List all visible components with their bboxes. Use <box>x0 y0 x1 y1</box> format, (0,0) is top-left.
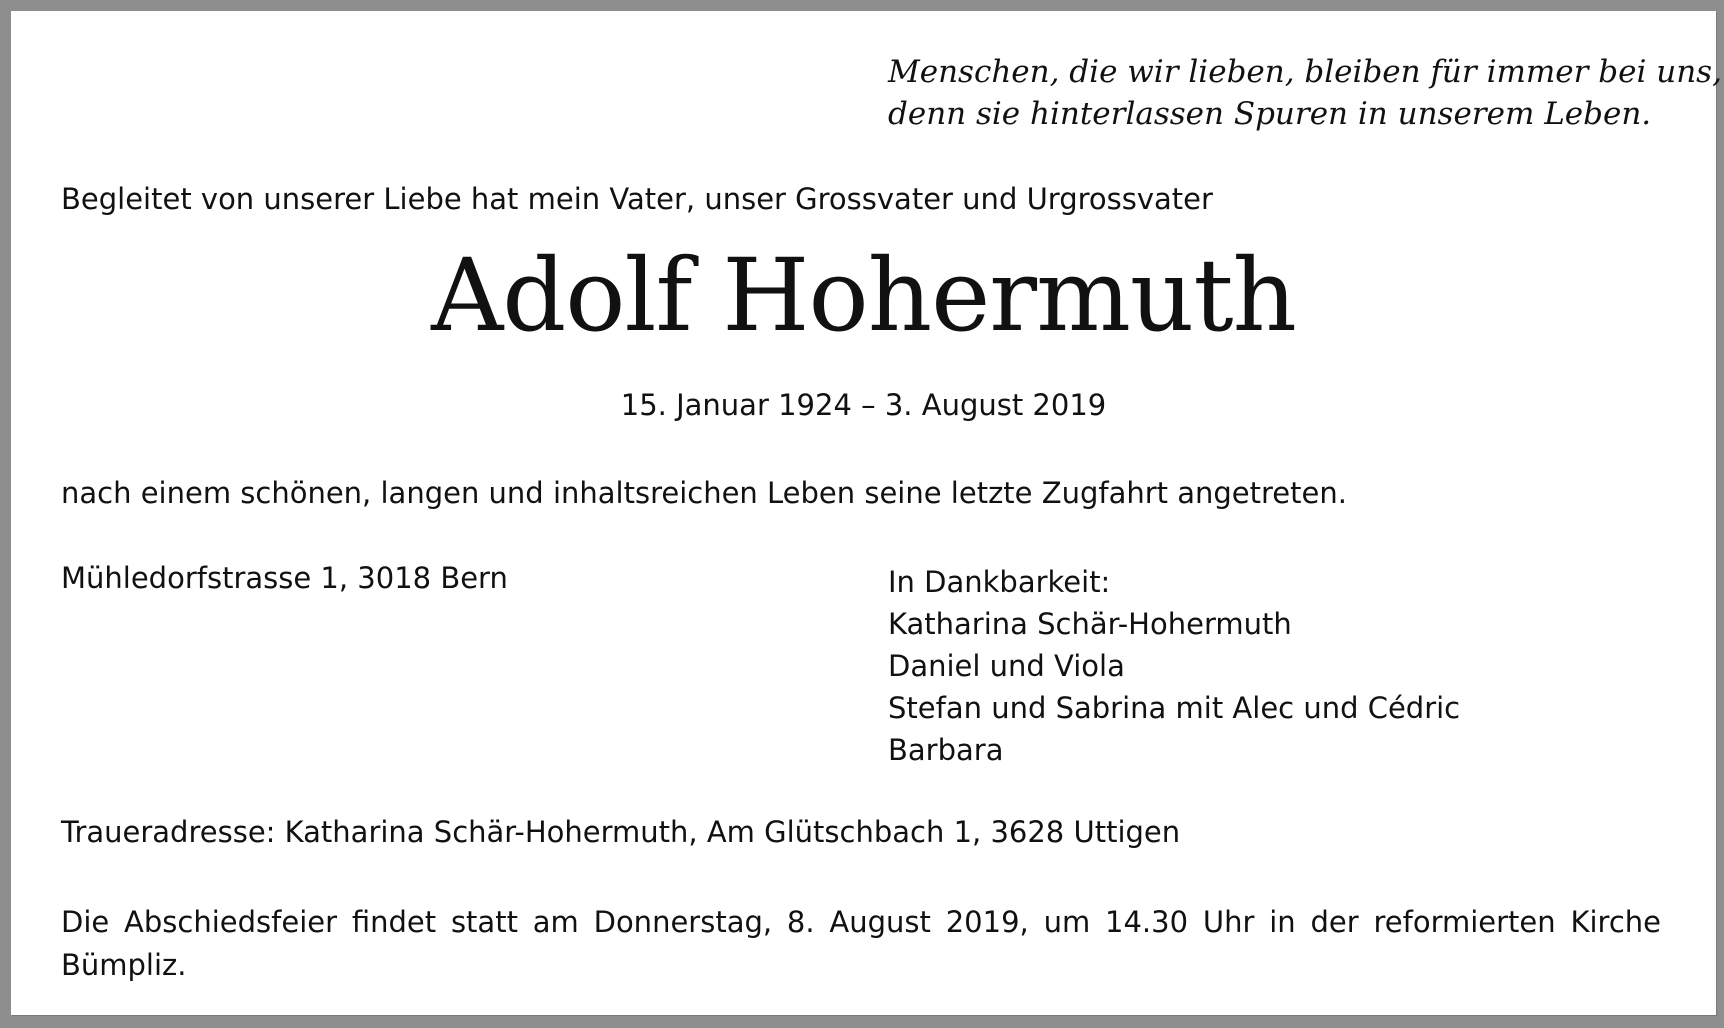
mourner-name: Katharina Schär-Hohermuth <box>888 607 1292 641</box>
mourner-name: Barbara <box>888 733 1004 767</box>
obituary-notice <box>11 11 1722 1015</box>
deceased-name: Adolf Hohermuth <box>431 237 1296 354</box>
quote-line: denn sie hinterlassen Spuren in unserem Leben. <box>888 96 1652 132</box>
closing-text: nach einem schönen, langen und inhaltsreichen Leben seine letzte Zugfahrt angetreten. <box>61 476 1347 510</box>
ceremony-info: Die Abschiedsfeier findet statt am Donnerstag, 8. August 2019, um 14.30 Uhr in der reformierten Kirche Bümpliz. <box>61 905 1661 982</box>
memorial-quote <box>888 51 1722 135</box>
life-dates: 15. Januar 1924 – 3. August 2019 <box>620 388 1107 422</box>
intro-text: Begleitet von unserer Liebe hat mein Vater, unser Grossvater und Urgrossvater <box>61 182 1213 216</box>
mourner-name: Stefan und Sabrina mit Alec und Cédric <box>888 691 1461 725</box>
home-address: Mühledorfstrasse 1, 3018 Bern <box>61 561 508 595</box>
thanks-heading: In Dankbarkeit: <box>888 565 1111 599</box>
mourners-block <box>888 561 1460 771</box>
quote-line: Menschen, die wir lieben, bleiben für immer bei uns, <box>888 54 1722 90</box>
mourning-address: Traueradresse: Katharina Schär-Hohermuth, Am Glütschbach 1, 3628 Uttigen <box>61 815 1181 849</box>
mourner-name: Daniel und Viola <box>888 649 1125 683</box>
